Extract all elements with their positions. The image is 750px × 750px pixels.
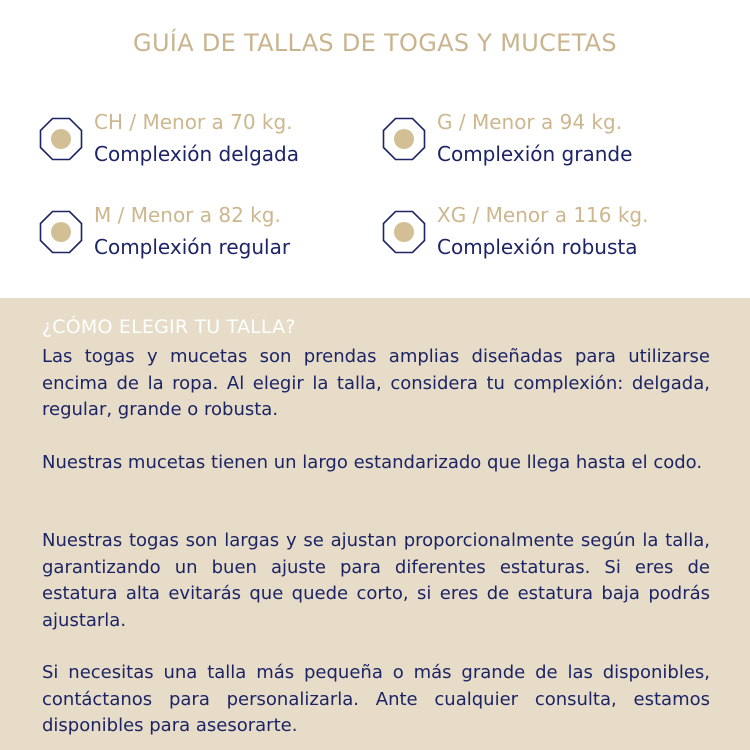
page-title: GUÍA DE TALLAS DE TOGAS Y MUCETAS (133, 29, 617, 57)
size-label: CH / Menor a 70 kg. (94, 110, 293, 134)
size-item-xg (381, 200, 648, 264)
size-description: Complexión grande (437, 142, 633, 166)
size-description: Complexión regular (94, 235, 291, 259)
octagon-badge-icon (381, 116, 427, 162)
size-label: XG / Menor a 116 kg. (437, 203, 649, 227)
how-to-section (0, 298, 750, 750)
size-description: Complexión delgada (94, 142, 300, 166)
size-label: G / Menor a 94 kg. (437, 110, 623, 134)
octagon-badge-icon (381, 209, 427, 255)
paragraph-custom-size: Si necesitas una talla más pequeña o más grande de las disponibles, contáctanos para personalizarla. Ante cualquier consulta, estamos disponibles para asesorarte. (42, 662, 710, 736)
size-description: Complexión robusta (437, 235, 638, 259)
size-item-g (381, 107, 632, 171)
section-heading: ¿CÓMO ELEGIR TU TALLA? (42, 316, 296, 338)
octagon-badge-icon (38, 209, 84, 255)
octagon-badge-icon (38, 116, 84, 162)
size-item-m (38, 200, 290, 264)
size-label: M / Menor a 82 kg. (94, 203, 281, 227)
size-item-ch (38, 107, 299, 171)
paragraph-toga-length: Nuestras togas son largas y se ajustan proporcionalmente según la talla, garantizando un buen ajuste para diferentes estaturas. Si eres de estatura alta evitarás que quede corto, si eres de estatura baja podrás ajustarla. (42, 530, 710, 631)
paragraph-muceta-length: Nuestras mucetas tienen un largo estandarizado que llega hasta el codo. (42, 452, 703, 473)
size-guide-header (0, 0, 750, 298)
paragraph-fit: Las togas y mucetas son prendas amplias diseñadas para utilizarse encima de la ropa. Al elegir la talla, considera tu complexión: delgada, regular, grande o robusta. (42, 346, 710, 420)
